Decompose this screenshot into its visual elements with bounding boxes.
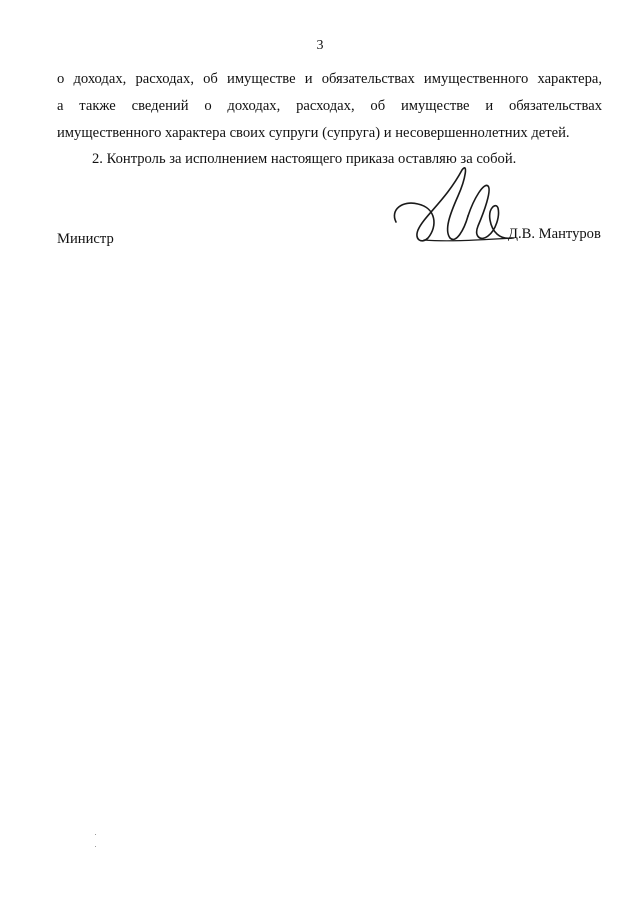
handwritten-signature <box>388 160 518 250</box>
scan-speck <box>95 834 96 835</box>
paragraph-item-2-content: 2. Контроль за исполнением настоящего приказа оставляю за собой. <box>92 151 517 167</box>
body-text-line-3 <box>57 120 602 147</box>
signatory-role: Министр <box>57 231 114 247</box>
signatory-name: Д.В. Мантуров <box>508 226 601 242</box>
body-text-line-3-content: имущественного характера своих супруги (супруга) и несовершеннолетних детей. <box>57 125 570 141</box>
signature-underline <box>424 238 514 241</box>
paragraph-item-2 <box>92 146 612 173</box>
body-text-line-1-content: о доходах, расходах, об имуществе и обязательствах имущественного характера, <box>57 71 602 87</box>
signature-stroke-second-loop <box>468 185 512 238</box>
page-number: 3 <box>316 38 324 53</box>
body-text-line-2-content: а также сведений о доходах, расходах, об имуществе и обязательствах <box>57 98 602 114</box>
body-text-line-1 <box>57 66 602 93</box>
signature-stroke-loop <box>394 168 468 241</box>
body-text-line-2 <box>57 93 602 120</box>
scan-speck <box>95 846 96 847</box>
